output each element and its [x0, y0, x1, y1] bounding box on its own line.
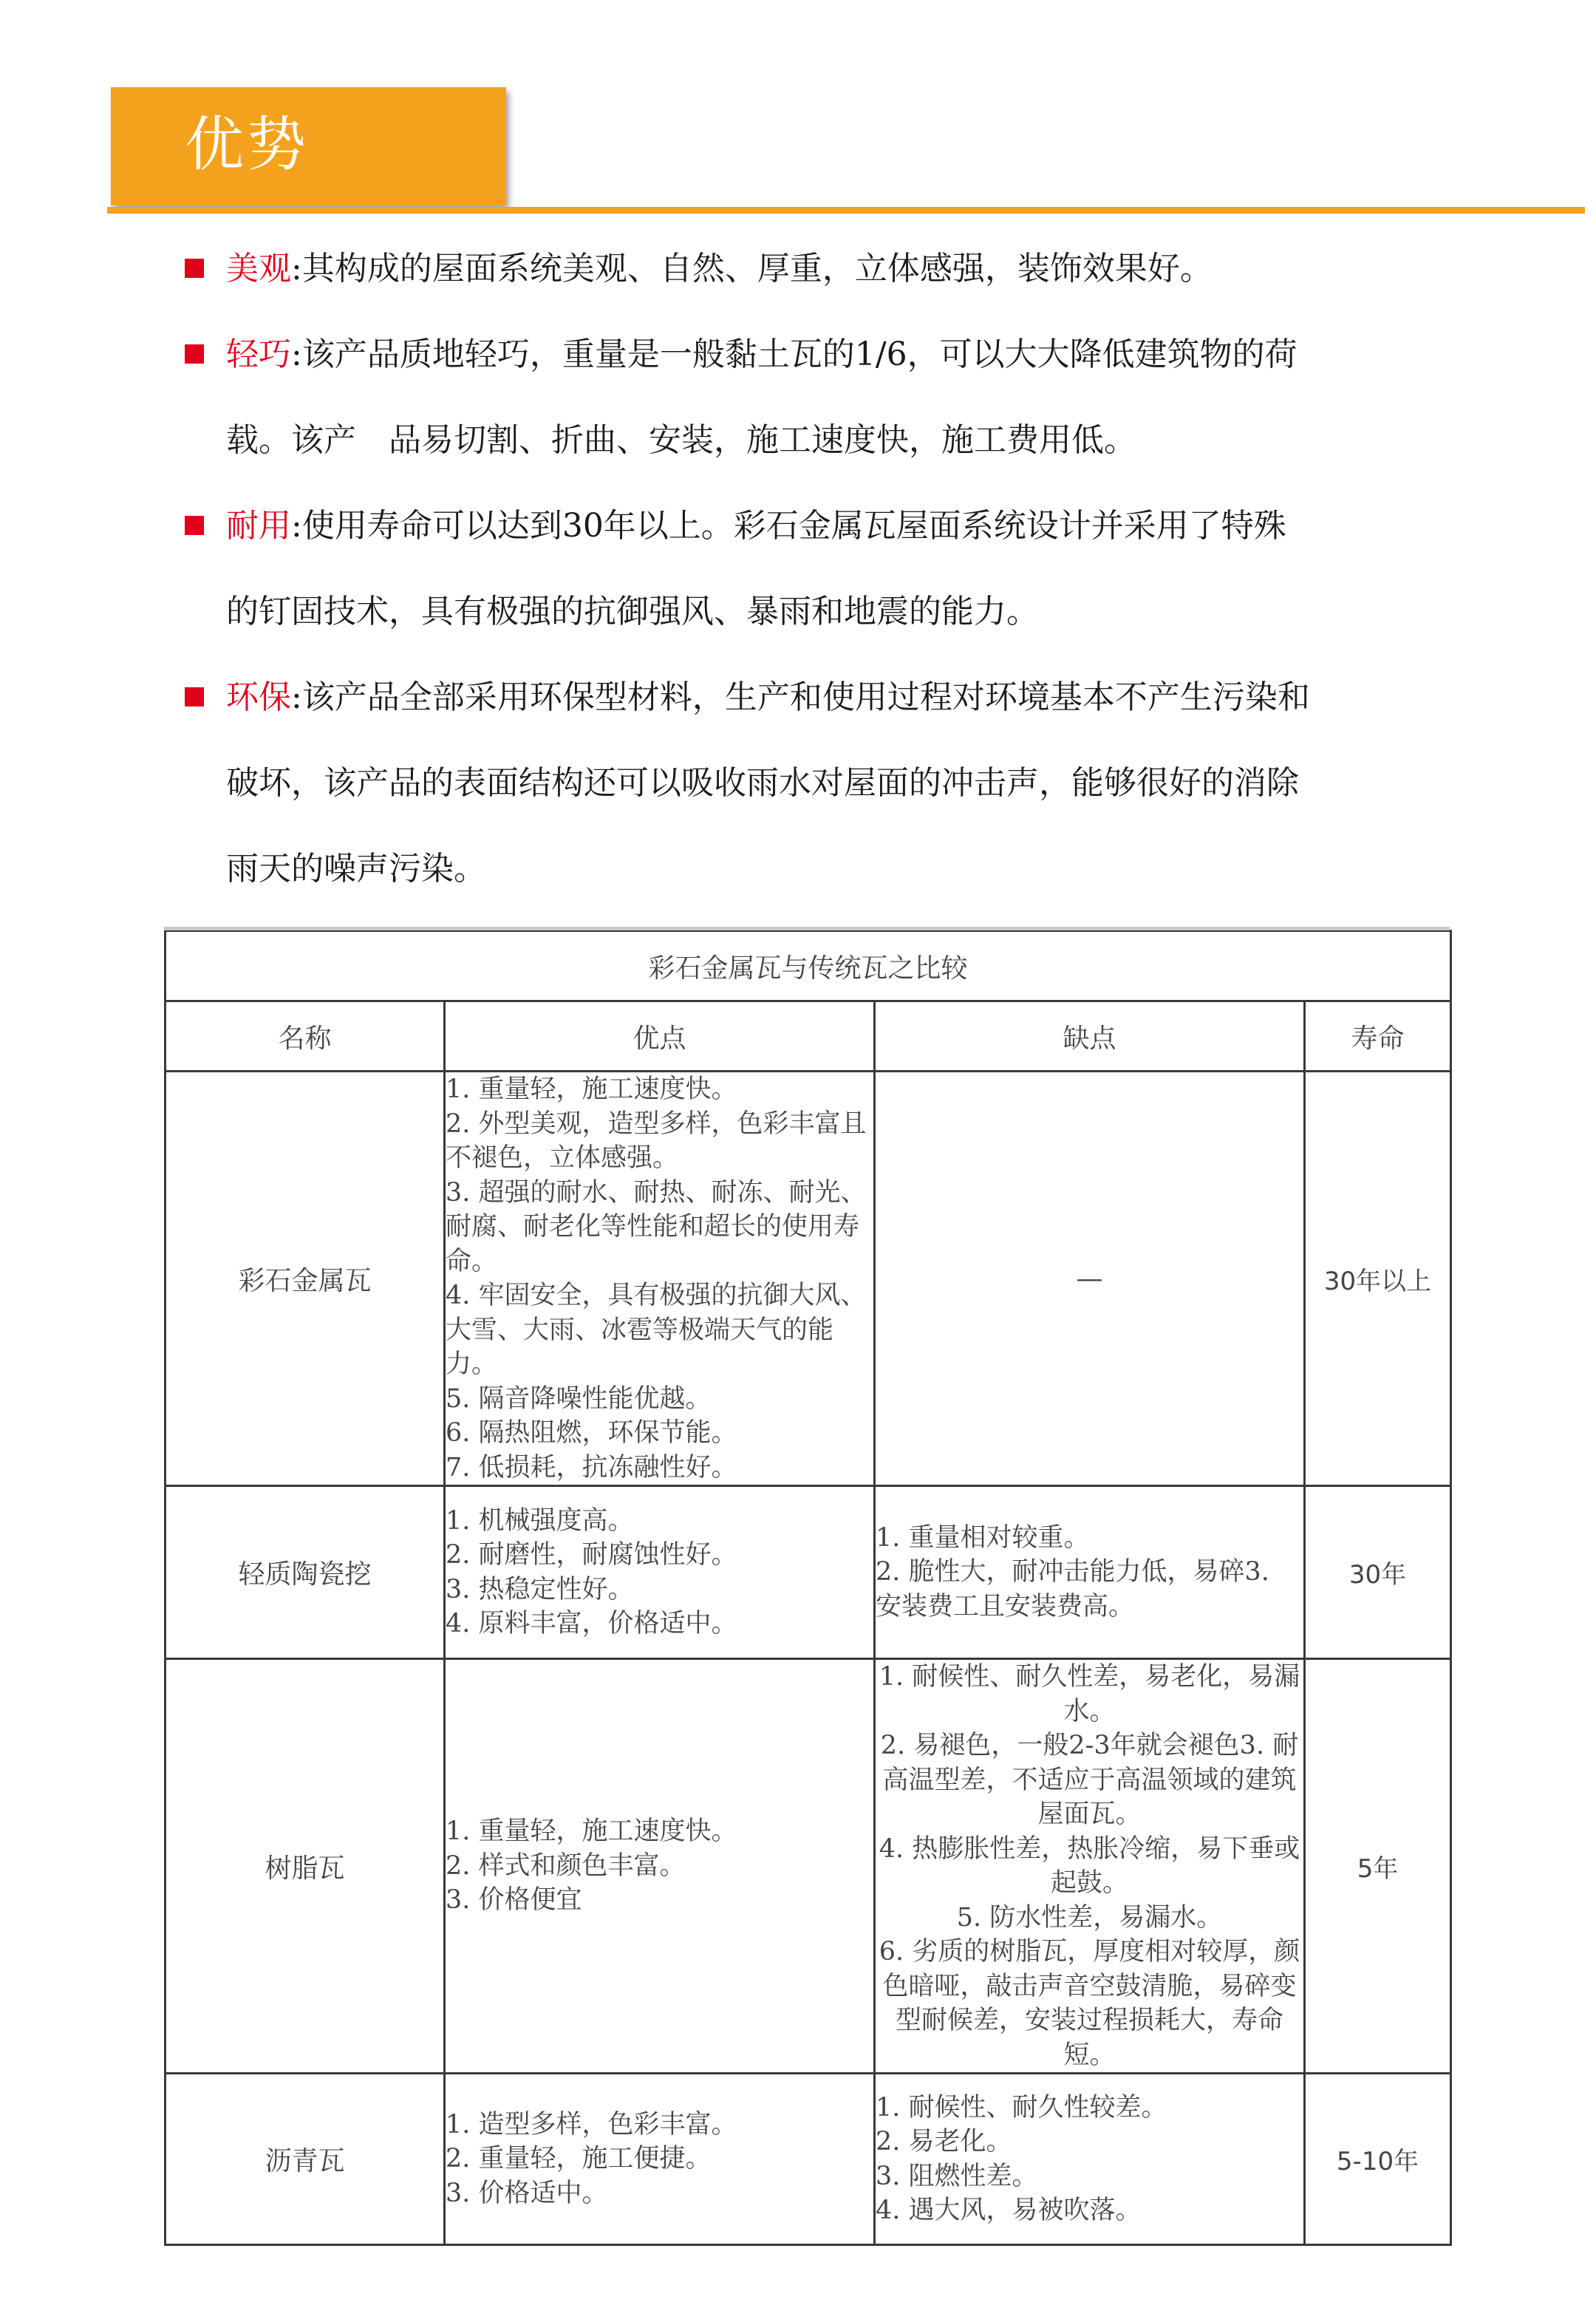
advantage-line	[226, 226, 1441, 312]
comparison-table-wrapper	[164, 930, 1450, 2246]
pros-cell	[445, 1072, 875, 1486]
column-header: 优点	[445, 1001, 875, 1072]
advantage-line: 载。该产 品易切割、折曲、安装，施工速度快，施工费用低。	[226, 421, 1136, 459]
table-row	[166, 1486, 1451, 1659]
square-bullet-icon	[185, 344, 204, 364]
cons-item: 4. 热膨胀性差，热胀冷缩，易下垂或起鼓。	[879, 1834, 1300, 1898]
cons-cell	[875, 1659, 1305, 2074]
tile-name: 彩石金属瓦	[166, 1072, 445, 1486]
advantage-label: 耐用	[226, 507, 291, 545]
advantage-line	[226, 312, 1441, 398]
section-header	[111, 87, 506, 205]
lifespan-cell: 30年以上	[1305, 1072, 1451, 1486]
pros-item: 1. 机械强度高。	[446, 1505, 634, 1536]
square-bullet-icon	[185, 687, 204, 707]
pros-item: 6. 隔热阻燃，环保节能。	[446, 1418, 737, 1448]
cons-item: 1. 耐候性、耐久性差，易老化，易漏水。	[879, 1662, 1300, 1726]
lifespan-cell: 5-10年	[1305, 2074, 1451, 2245]
column-header: 寿命	[1305, 1001, 1451, 1072]
advantage-line	[226, 655, 1441, 740]
cons-item: 4. 遇大风，易被吹落。	[876, 2196, 1142, 2225]
pros-item: 1. 造型多样，色彩丰富。	[446, 2109, 737, 2139]
advantage-label: 美观	[226, 250, 291, 287]
pros-item: 2. 耐磨性，耐腐蚀性好。	[446, 1540, 737, 1570]
pros-item: 4. 牢固安全，具有极强的抗御大风、大雪、大雨、冰雹等极端天气的能力。	[446, 1281, 867, 1379]
comparison-table	[164, 930, 1452, 2246]
tile-name: 树脂瓦	[166, 1659, 445, 2074]
pros-item: 3. 热稳定性好。	[446, 1574, 634, 1604]
advantage-text: :其构成的屋面系统美观、自然、厚重，立体感强，装饰效果好。	[291, 250, 1213, 287]
pros-item: 2. 外型美观，造型多样，色彩丰富且不褪色，立体感强。	[446, 1109, 867, 1173]
advantage-label: 环保	[226, 678, 291, 716]
cons-item: 2. 易褪色，一般2-3年就会褪色3. 耐高温型差，不适应于高温领域的建筑屋面瓦。	[880, 1731, 1299, 1829]
cons-cell	[875, 1486, 1305, 1659]
pros-item: 3. 超强的耐水、耐热、耐冻、耐光、耐腐、耐老化等性能和超长的使用寿命。	[446, 1177, 867, 1276]
advantage-text: :该产品质地轻巧，重量是一般黏土瓦的1/6，可以大大降低建筑物的荷	[291, 336, 1297, 373]
cons-item: 1. 重量相对较重。	[876, 1522, 1090, 1553]
advantage-item	[185, 312, 1441, 483]
pros-item: 5. 隔音降噪性能优越。	[446, 1383, 712, 1414]
column-header: 名称	[166, 1001, 445, 1072]
cons-item: 2. 脆性大，耐冲击能力低，易碎3. 安装费工且安装费高。	[876, 1557, 1269, 1621]
advantage-text: :使用寿命可以达到30年以上。彩石金属瓦屋面系统设计并采用了特殊	[291, 507, 1286, 545]
square-bullet-icon	[185, 259, 204, 278]
pros-item: 3. 价格适中。	[446, 2178, 608, 2208]
pros-item: 2. 样式和颜色丰富。	[446, 1851, 686, 1881]
tile-name: 轻质陶瓷挖	[166, 1486, 445, 1659]
table-row	[166, 1659, 1451, 2074]
advantage-list	[185, 226, 1441, 912]
cons-item: 5. 防水性差，易漏水。	[956, 1902, 1223, 1933]
section-title: 优势	[185, 110, 309, 179]
cons-item: 6. 劣质的树脂瓦，厚度相对较厚，颜色暗哑，敲击声音空鼓清脆，易碎变型耐候差，安装过程损耗大，寿命短。	[879, 1937, 1300, 2070]
lifespan-cell: 30年	[1305, 1486, 1451, 1659]
pros-item: 2. 重量轻，施工便捷。	[446, 2144, 712, 2174]
cons-item: 3. 阻燃性差。	[876, 2161, 1038, 2191]
pros-cell	[445, 2074, 875, 2245]
advantage-label: 轻巧	[226, 336, 291, 373]
pros-cell	[445, 1486, 875, 1659]
pros-item: 3. 价格便宜	[446, 1885, 582, 1916]
cons-item: 2. 易老化。	[876, 2127, 1012, 2156]
cons-cell: —	[875, 1072, 1305, 1486]
square-bullet-icon	[185, 516, 204, 535]
cons-item: 1. 耐候性、耐久性较差。	[876, 2092, 1167, 2122]
advantage-line	[226, 483, 1441, 569]
pros-item: 1. 重量轻，施工速度快。	[446, 1817, 737, 1847]
column-header: 缺点	[875, 1001, 1305, 1072]
lifespan-cell: 5年	[1305, 1659, 1451, 2074]
advantage-item	[185, 483, 1441, 655]
pros-item: 7. 低损耗，抗冻融性好。	[446, 1452, 737, 1482]
tile-name: 沥青瓦	[166, 2074, 445, 2245]
table-row	[166, 2074, 1451, 2245]
table-row	[166, 1072, 1451, 1486]
header-rule	[107, 207, 1585, 214]
advantage-line: 的钉固技术，具有极强的抗御强风、暴雨和地震的能力。	[226, 593, 1039, 630]
advantage-line: 雨天的噪声污染。	[226, 850, 486, 888]
advantage-item	[185, 226, 1441, 312]
pros-cell	[445, 1659, 875, 2074]
table-caption: 彩石金属瓦与传统瓦之比较	[166, 931, 1451, 1001]
pros-item: 1. 重量轻，施工速度快。	[446, 1075, 737, 1104]
cons-cell	[875, 2074, 1305, 2245]
advantage-item	[185, 655, 1441, 912]
table-header-row	[166, 1001, 1451, 1072]
advantage-text: :该产品全部采用环保型材料，生产和使用过程对环境基本不产生污染和	[291, 678, 1310, 716]
advantage-line: 破坏，该产品的表面结构还可以吸收雨水对屋面的冲击声，能够很好的消除	[226, 764, 1299, 802]
pros-item: 4. 原料丰富，价格适中。	[446, 1609, 737, 1638]
